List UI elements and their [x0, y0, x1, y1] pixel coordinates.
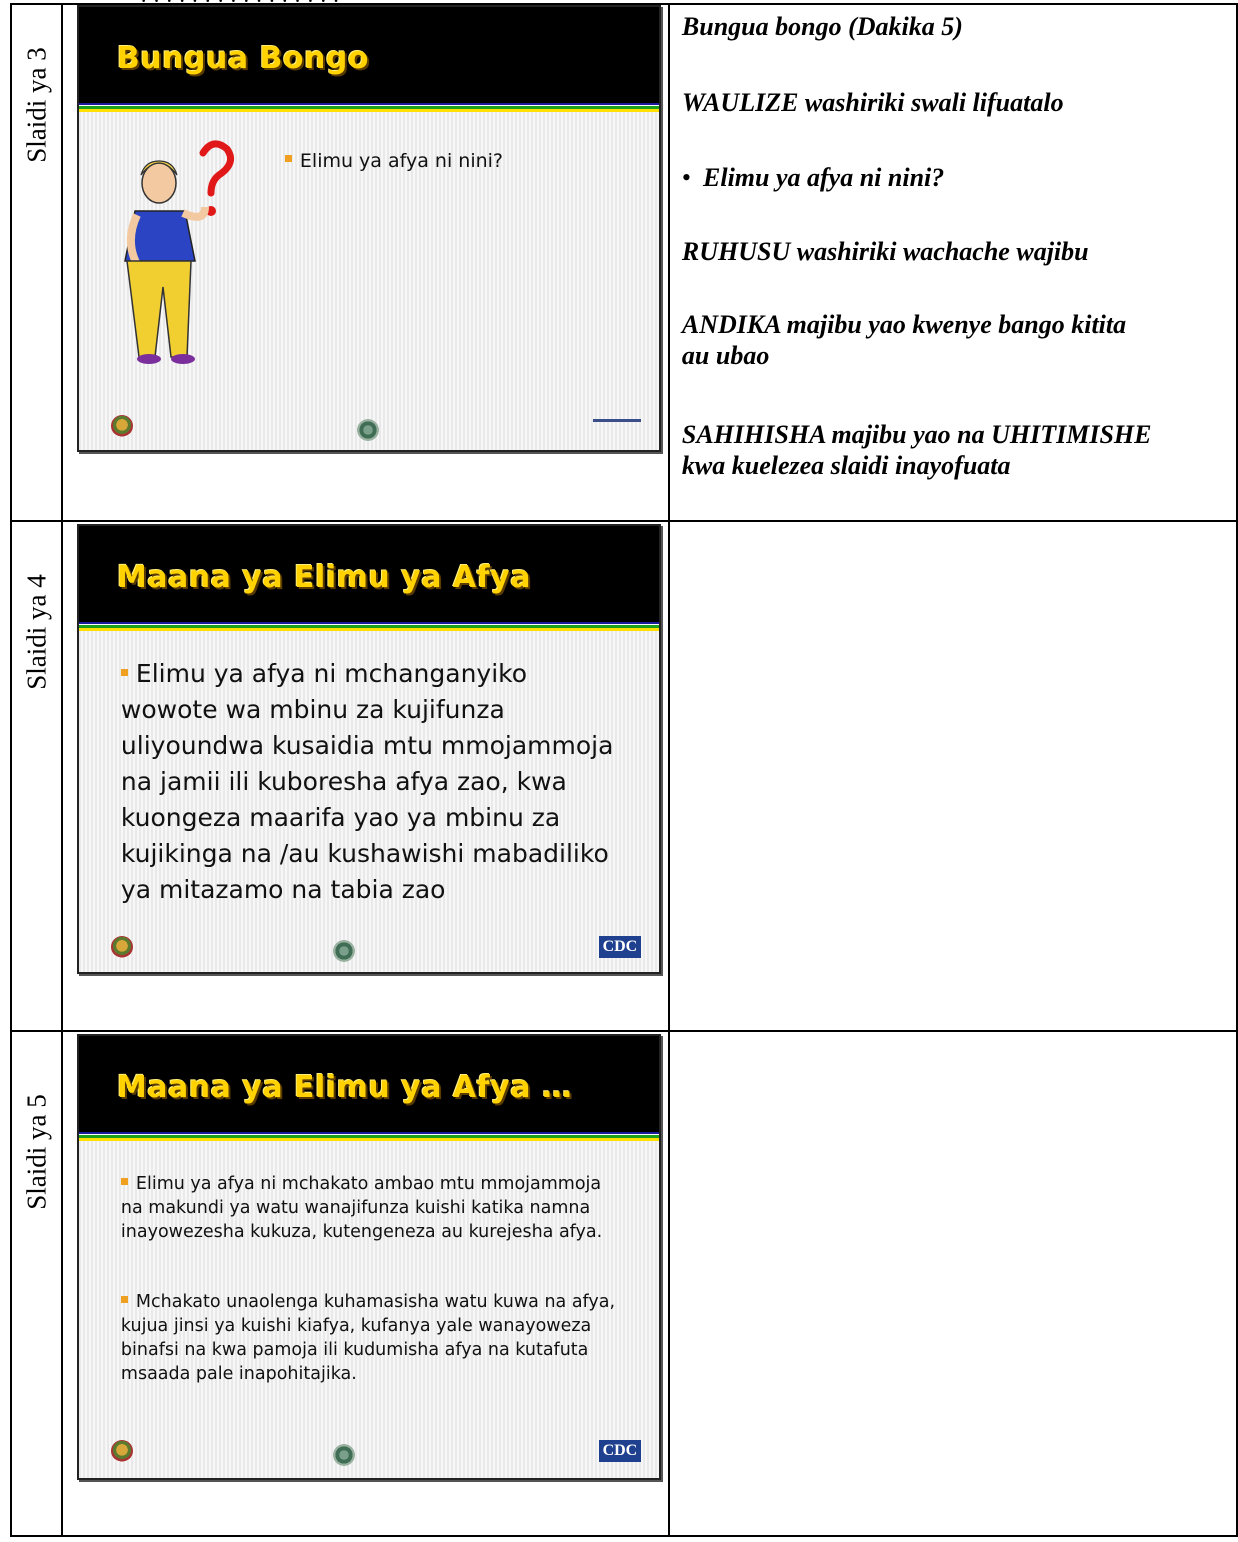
- table-row: [11, 1031, 1237, 1536]
- slide-bullet: Elimu ya afya ni nini?: [285, 150, 625, 172]
- bullet-dot-icon: •: [681, 163, 692, 192]
- confused-person-illustration: [107, 135, 237, 365]
- table-row: [11, 521, 1237, 1031]
- notes-cell: [669, 521, 1237, 1031]
- bullet-square-icon: [121, 1296, 128, 1303]
- slide-thumbnail: [77, 1034, 661, 1480]
- row-label-cell: [11, 1031, 62, 1536]
- row-label-cell: [11, 4, 62, 521]
- slide-title: Maana ya Elimu ya Afya: [116, 560, 531, 595]
- seal-logo-icon: [333, 1444, 355, 1466]
- slide-title: Bungua Bongo: [116, 41, 369, 76]
- slide-bullet: Elimu ya afya ni mchanganyiko wowote wa mbinu za kujifunza uliyoundwa kusaidia mtu mmojammoja na jamii ili kuboresha afya zao, kwa kuongeza maarifa yao ya mbinu za kujikinga na /au kushawishi mabadiliko ya mitazamo na tabia zao: [120, 659, 614, 904]
- coat-of-arms-logo-icon: [111, 936, 133, 958]
- slide-thumbnail: [77, 5, 661, 452]
- slide-number-label: Slaidi ya 4: [21, 574, 52, 690]
- slides-table: [10, 3, 1238, 1537]
- coat-of-arms-logo-icon: [111, 1440, 133, 1462]
- coat-of-arms-logo-icon: [111, 415, 133, 437]
- table-row: [11, 4, 1237, 521]
- cdc-logo: CDC: [599, 936, 641, 958]
- bullet-square-icon: [121, 669, 128, 676]
- bullet-square-icon: [285, 155, 292, 162]
- slide-bullet: Elimu ya afya ni mchakato ambao mtu mmojammoja na makundi ya watu wanajifunza kuishi katika namna inayowezesha kukuza, kutengeneza au kurejesha afya.: [120, 1174, 603, 1242]
- slide-cell: [62, 1031, 669, 1536]
- slide-cell: [62, 521, 669, 1031]
- slide-number-label: Slaidi ya 3: [21, 47, 52, 163]
- slide-thumbnail: [77, 524, 661, 974]
- slide-bullet: Mchakato unaolenga kuhamasisha watu kuwa na afya, kujua jinsi ya kuishi kiafya, kufanya yale wanayoweza binafsi na kwa pamoja ili kudumisha afya na kutafuta msaada pale inapohitajika.: [120, 1292, 616, 1384]
- notes-heading: Bungua bongo (Dakika 5): [681, 12, 963, 41]
- seal-logo-icon: [357, 419, 379, 441]
- cdc-logo: CDC: [599, 1440, 641, 1462]
- notes-instruction: ANDIKA majibu yao kwenye bango kitita au ubao: [681, 310, 1127, 370]
- slide-title: Maana ya Elimu ya Afya …: [116, 1070, 573, 1105]
- bullet-square-icon: [121, 1178, 128, 1185]
- seal-logo-icon: [333, 940, 355, 962]
- notes-cell: [669, 4, 1237, 521]
- row-label-cell: [11, 521, 62, 1031]
- slide-cell: [62, 4, 669, 521]
- slide-number-label: Slaidi ya 5: [21, 1094, 52, 1210]
- notes-instruction: RUHUSU washiriki wachache wajibu: [681, 237, 1089, 266]
- notes-instruction: SAHIHISHA majibu yao na UHITIMISHE kwa kuelezea slaidi inayofuata: [681, 420, 1152, 480]
- notes-bullet: • Elimu ya afya ni nini?: [681, 163, 945, 192]
- notes-cell: [669, 1031, 1237, 1536]
- partner-logo-icon: [593, 419, 641, 422]
- notes-instruction: WAULIZE washiriki swali lifuatalo: [681, 88, 1064, 117]
